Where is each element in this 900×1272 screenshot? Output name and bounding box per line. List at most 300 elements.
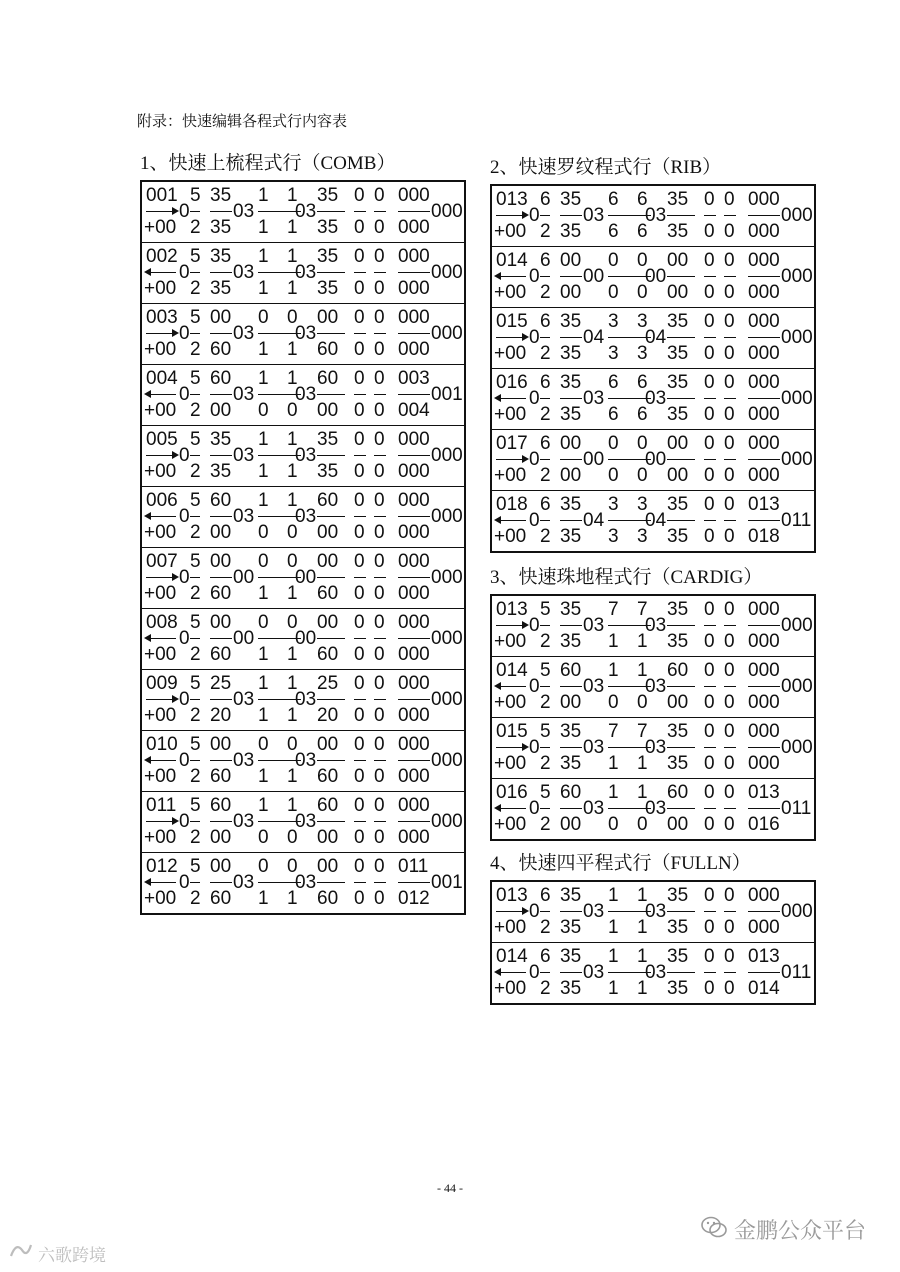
row-number: 003 [146,307,178,328]
row-number: 005 [146,429,178,450]
speed-b-top: 7 [637,599,648,620]
speed-a-top: 6 [608,189,619,210]
arrow-left-icon [494,682,501,690]
count-bottom: 2 [190,278,201,299]
row-prefix: +00 [494,814,527,835]
stitch-b-bottom: 35 [667,404,689,425]
speed-b-top: 0 [637,433,648,454]
jump-top: 011 [398,856,429,877]
fraction-bar [398,211,430,212]
roller-b-bottom: 0 [374,827,385,848]
arrow-left-icon [144,878,151,886]
fraction-bar [724,459,736,460]
fraction-bar [724,911,736,912]
table-row [142,853,464,913]
end-code: 011 [781,798,812,819]
speed-a-bottom: 1 [258,278,269,299]
appendix-heading: 附录：快速编辑各程式行内容表 [137,114,348,130]
mid-code: 03 [233,750,255,771]
fraction-bar [748,337,780,338]
fraction-bar [210,333,232,334]
fraction-bar [374,455,386,456]
stitch-b-bottom: 60 [317,644,339,665]
roller-a-bottom: 0 [704,692,715,713]
speed-a-top: 1 [258,429,269,450]
roller-a-top: 0 [354,612,365,633]
speed-b-top: 1 [637,885,648,906]
roller-a-bottom: 0 [704,343,715,364]
speed-b-top: 1 [287,246,298,267]
roller-a-bottom: 0 [354,888,365,909]
speed-b-bottom: 1 [287,644,298,665]
fraction-bar [560,808,582,809]
roller-a-top: 0 [704,721,715,742]
jump-bottom: 000 [398,583,430,604]
stitch-b-top: 00 [317,734,339,755]
section-cardig [490,562,816,841]
watermark-right [700,1214,866,1245]
count-zero: 0 [179,445,190,466]
mid-code: 03 [645,798,667,819]
speed-a-bottom: 0 [608,692,619,713]
fraction-bar [190,760,200,761]
roller-a-top: 0 [354,490,365,511]
speed-a-bottom: 1 [608,631,619,652]
stitch-a-bottom: 00 [560,282,582,303]
fraction-bar [748,911,780,912]
fraction-bar [374,699,386,700]
section-title: 1、快速上梳程式行（COMB） [140,153,396,174]
mid-code: 03 [645,962,667,983]
fraction-bar [667,215,695,216]
program-table [490,594,816,841]
stitch-a-top: 00 [560,250,582,271]
section-rib [490,152,816,553]
speed-a-bottom: 0 [608,465,619,486]
fraction-bar [667,808,695,809]
jump-bottom: 016 [748,814,780,835]
fraction-bar [210,760,232,761]
roller-b-bottom: 0 [724,343,735,364]
roller-a-bottom: 0 [354,583,365,604]
speed-b-top: 1 [287,368,298,389]
fraction-bar [667,276,695,277]
speed-b-top: 1 [287,185,298,206]
row-number: 014 [496,946,528,967]
mid-code: 03 [295,201,317,222]
roller-b-bottom: 0 [374,461,385,482]
row-prefix: +00 [494,343,527,364]
roller-a-top: 0 [354,856,365,877]
count-top: 5 [190,795,201,816]
stitch-b-top: 35 [667,189,689,210]
fraction-bar [317,394,345,395]
fraction-bar [374,638,386,639]
jump-top: 000 [398,185,430,206]
stitch-b-top: 60 [667,782,689,803]
jump-bottom: 000 [748,282,780,303]
speed-a-bottom: 1 [258,339,269,360]
fraction-bar [560,625,582,626]
mid-code: 00 [295,567,317,588]
fraction-bar [210,211,232,212]
end-code: 000 [781,327,813,348]
count-zero: 0 [529,798,540,819]
roller-b-bottom: 0 [724,631,735,652]
table-row [492,369,814,430]
speed-a-top: 0 [258,734,269,755]
fraction-bar [704,276,716,277]
program-table [140,180,466,915]
speed-b-top: 1 [287,429,298,450]
count-zero: 0 [529,676,540,697]
speed-a-top: 0 [258,612,269,633]
row-prefix: +00 [494,631,527,652]
speed-b-bottom: 1 [287,766,298,787]
count-top: 5 [190,246,201,267]
end-code: 011 [781,510,812,531]
stitch-a-bottom: 60 [210,583,232,604]
row-number: 006 [146,490,178,511]
stitch-a-top: 35 [210,429,232,450]
mid-code: 03 [233,323,255,344]
speed-a-top: 7 [608,721,619,742]
roller-a-top: 0 [354,246,365,267]
speed-a-bottom: 0 [258,522,269,543]
fraction-bar [190,516,200,517]
row-prefix: +00 [144,522,177,543]
row-number: 011 [146,795,177,816]
stitch-a-top: 35 [560,946,582,967]
stitch-a-bottom: 35 [560,404,582,425]
roller-a-bottom: 0 [704,753,715,774]
fraction-bar [724,747,736,748]
mid-code: 03 [295,506,317,527]
fraction-bar [354,455,366,456]
fraction-bar [317,882,345,883]
row-prefix: +00 [494,221,527,242]
count-bottom: 2 [540,753,551,774]
roller-a-top: 0 [704,885,715,906]
count-bottom: 2 [540,282,551,303]
jump-bottom: 000 [748,465,780,486]
stitch-b-top: 35 [667,372,689,393]
speed-b-top: 0 [287,307,298,328]
fraction-bar [540,276,550,277]
count-bottom: 2 [540,814,551,835]
jump-bottom: 004 [398,400,430,421]
table-row [492,430,814,491]
arrow-right-icon [522,211,529,219]
roller-a-top: 0 [704,433,715,454]
speed-b-bottom: 1 [637,917,648,938]
jump-top: 000 [398,307,430,328]
stitch-b-top: 35 [317,185,339,206]
program-table [490,184,816,553]
jump-top: 000 [748,660,780,681]
jump-top: 000 [398,551,430,572]
fraction-bar [398,821,430,822]
speed-b-bottom: 1 [287,461,298,482]
speed-a-top: 1 [258,673,269,694]
fraction-bar [210,577,232,578]
fraction-bar [190,638,200,639]
row-number: 009 [146,673,178,694]
stitch-a-top: 35 [560,372,582,393]
count-zero: 0 [529,615,540,636]
count-zero: 0 [179,201,190,222]
fraction-bar [398,333,430,334]
stitch-a-bottom: 35 [560,753,582,774]
stitch-b-bottom: 00 [667,282,689,303]
stitch-b-top: 00 [667,433,689,454]
speed-b-top: 0 [287,612,298,633]
roller-a-bottom: 0 [704,282,715,303]
roller-b-bottom: 0 [724,282,735,303]
fraction-bar [560,686,582,687]
speed-b-bottom: 3 [637,526,648,547]
fraction-bar [540,398,550,399]
count-bottom: 2 [540,221,551,242]
mid-code: 03 [583,901,605,922]
fraction-bar [667,398,695,399]
row-number: 013 [496,189,528,210]
fraction-bar [667,337,695,338]
speed-b-bottom: 0 [637,692,648,713]
fraction-bar [540,459,550,460]
row-number: 018 [496,494,528,515]
fraction-bar [560,337,582,338]
fraction-bar [748,215,780,216]
end-code: 000 [431,445,463,466]
speed-a-bottom: 1 [608,753,619,774]
speed-a-top: 1 [258,246,269,267]
row-prefix: +00 [494,404,527,425]
watermark-right-text: 金鹏公众平台 [734,1219,867,1244]
stitch-a-top: 35 [560,189,582,210]
jump-bottom: 000 [398,705,430,726]
fraction-bar [560,911,582,912]
count-bottom: 2 [190,888,201,909]
roller-b-bottom: 0 [724,917,735,938]
roller-b-bottom: 0 [374,522,385,543]
fraction-bar [560,459,582,460]
stitch-a-top: 60 [210,368,232,389]
table-row [142,243,464,304]
fraction-bar [354,272,366,273]
fraction-bar [374,272,386,273]
fraction-bar [724,686,736,687]
table-row [142,792,464,853]
mid-code: 03 [295,445,317,466]
count-zero: 0 [529,205,540,226]
mid-code: 03 [583,388,605,409]
roller-b-top: 0 [724,372,735,393]
speed-a-bottom: 1 [258,705,269,726]
table-row [492,247,814,308]
speed-b-bottom: 0 [637,814,648,835]
end-code: 000 [431,323,463,344]
roller-b-top: 0 [724,494,735,515]
roller-b-bottom: 0 [724,465,735,486]
fraction-bar [374,516,386,517]
arrow-right-icon [172,451,179,459]
stitch-b-bottom: 60 [317,583,339,604]
count-zero: 0 [179,262,190,283]
roller-a-bottom: 0 [354,217,365,238]
speed-a-top: 1 [258,185,269,206]
mid-code: 03 [645,676,667,697]
roller-b-top: 0 [374,795,385,816]
stitch-b-bottom: 60 [317,888,339,909]
mid-code: 00 [233,628,255,649]
stitch-a-top: 35 [560,599,582,620]
row-prefix: +00 [144,583,177,604]
speed-b-top: 1 [637,946,648,967]
stitch-b-bottom: 35 [317,461,339,482]
end-code: 001 [431,384,463,405]
speed-b-bottom: 1 [287,583,298,604]
row-number: 015 [496,311,528,332]
fraction-bar [748,276,780,277]
stitch-b-bottom: 35 [667,343,689,364]
section-fulln [490,848,816,1005]
speed-a-bottom: 0 [608,814,619,835]
wechat-icon [700,1215,728,1245]
table-row [492,491,814,551]
roller-a-top: 0 [704,250,715,271]
fraction-bar [560,520,582,521]
fraction-bar [317,211,345,212]
row-number: 017 [496,433,528,454]
arrow-right-icon [172,329,179,337]
fraction-bar [398,516,430,517]
jump-bottom: 000 [398,461,430,482]
fraction-bar [704,808,716,809]
count-zero: 0 [179,384,190,405]
roller-b-top: 0 [724,946,735,967]
fraction-bar [354,638,366,639]
roller-b-top: 0 [374,612,385,633]
end-code: 000 [781,615,813,636]
fraction-bar [190,455,200,456]
count-bottom: 2 [190,766,201,787]
mid-code: 00 [295,628,317,649]
table-row [492,308,814,369]
speed-b-top: 0 [637,250,648,271]
stitch-a-bottom: 60 [210,339,232,360]
mid-code: 00 [645,449,667,470]
roller-b-top: 0 [374,185,385,206]
roller-b-bottom: 0 [374,278,385,299]
roller-a-top: 0 [354,185,365,206]
stitch-b-bottom: 35 [667,631,689,652]
fraction-bar [354,821,366,822]
arrow-left-icon [144,512,151,520]
roller-b-top: 0 [374,246,385,267]
fraction-bar [667,625,695,626]
fraction-bar [398,577,430,578]
fraction-bar [748,459,780,460]
fraction-bar [354,882,366,883]
count-bottom: 2 [540,465,551,486]
roller-b-top: 0 [374,734,385,755]
stitch-b-top: 00 [317,551,339,572]
fraction-bar [667,686,695,687]
roller-b-top: 0 [724,599,735,620]
mid-code: 03 [295,872,317,893]
stitch-b-bottom: 20 [317,705,339,726]
speed-b-bottom: 6 [637,404,648,425]
fraction-bar [724,520,736,521]
count-zero: 0 [179,323,190,344]
speed-a-top: 7 [608,599,619,620]
speed-a-bottom: 0 [258,400,269,421]
mid-code: 03 [233,506,255,527]
speed-b-top: 0 [287,734,298,755]
speed-a-top: 0 [258,551,269,572]
stitch-b-top: 00 [667,250,689,271]
fraction-bar [317,577,345,578]
count-top: 6 [540,494,551,515]
roller-b-top: 0 [374,856,385,877]
stitch-a-bottom: 60 [210,644,232,665]
speed-b-top: 1 [637,660,648,681]
row-prefix: +00 [144,644,177,665]
count-bottom: 2 [190,400,201,421]
fraction-bar [560,276,582,277]
speed-b-bottom: 1 [637,631,648,652]
count-top: 5 [190,612,201,633]
stitch-a-top: 35 [560,311,582,332]
jump-bottom: 000 [748,631,780,652]
fraction-bar [724,808,736,809]
stitch-a-top: 00 [560,433,582,454]
roller-b-bottom: 0 [724,978,735,999]
speed-a-bottom: 0 [608,282,619,303]
speed-a-top: 0 [608,433,619,454]
table-row [142,670,464,731]
fraction-bar [317,638,345,639]
logo-icon [8,1240,34,1267]
stitch-b-top: 00 [317,856,339,877]
roller-a-bottom: 0 [354,644,365,665]
fraction-bar [540,520,550,521]
table-row [142,304,464,365]
fraction-bar [704,747,716,748]
stitch-a-bottom: 35 [210,217,232,238]
mid-code: 03 [645,737,667,758]
fraction-bar [704,972,716,973]
roller-a-top: 0 [354,307,365,328]
watermark-left-text: 六歌跨境 [38,1246,106,1266]
arrow-left-icon [144,268,151,276]
row-number: 002 [146,246,178,267]
stitch-a-top: 60 [560,660,582,681]
count-top: 6 [540,311,551,332]
fraction-bar [748,808,780,809]
stitch-a-bottom: 00 [210,827,232,848]
count-zero: 0 [529,327,540,348]
stitch-a-top: 25 [210,673,232,694]
fraction-bar [748,520,780,521]
roller-a-bottom: 0 [354,461,365,482]
speed-a-top: 6 [608,372,619,393]
mid-code: 00 [645,266,667,287]
row-number: 012 [146,856,178,877]
speed-a-top: 1 [258,490,269,511]
fraction-bar [210,638,232,639]
